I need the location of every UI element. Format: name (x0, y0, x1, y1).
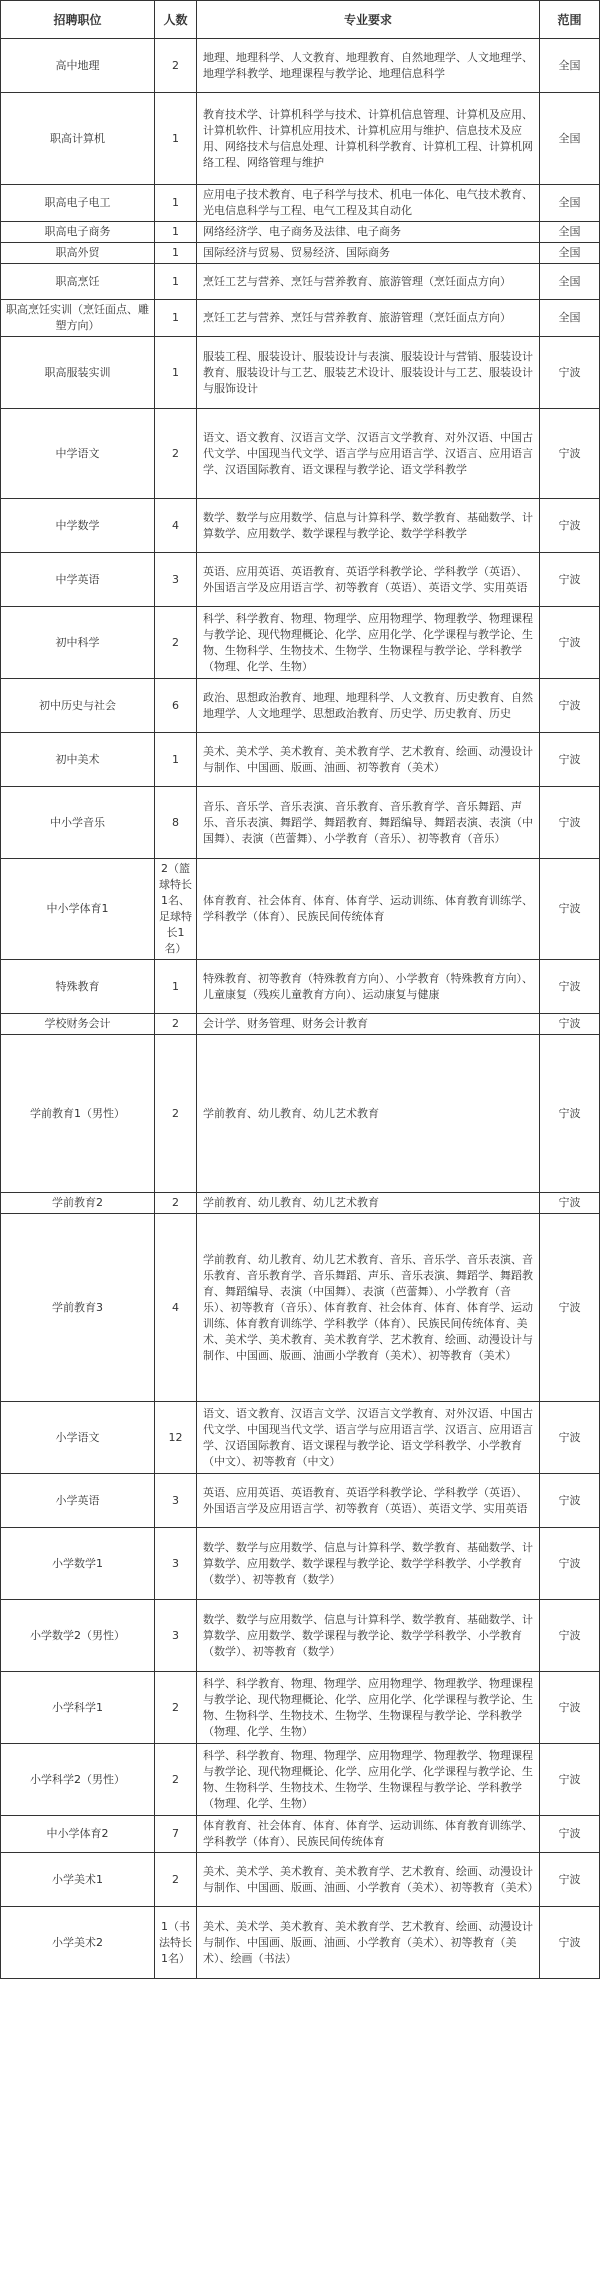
table-row (1, 1816, 600, 1853)
cell-requirement: 科学、科学教育、物理、物理学、应用物理学、物理教学、物理课程与教学论、现代物理概论、化学、应用化学、化学课程与教学论、生物、生物科学、生物技术、生物学、生物课程与教学论、学科教学（物理、化学、生物） (197, 1672, 540, 1744)
cell-count: 1 (155, 222, 197, 243)
cell-requirement: 政治、思想政治教育、地理、地理科学、人文教育、历史教育、自然地理学、人文地理学、思想政治教育、历史学、历史教育、历史 (197, 679, 540, 733)
cell-count: 1 (155, 185, 197, 222)
cell-scope: 宁波 (540, 409, 600, 499)
cell-position: 职高计算机 (1, 93, 155, 185)
table-row (1, 243, 600, 264)
cell-position: 初中科学 (1, 607, 155, 679)
cell-requirement: 美术、美术学、美术教育、美术教育学、艺术教育、绘画、动漫设计与制作、中国画、版画、油画、初等教育（美术） (197, 733, 540, 787)
cell-count: 1 (155, 337, 197, 409)
cell-position: 小学英语 (1, 1474, 155, 1528)
cell-scope: 宁波 (540, 1193, 600, 1214)
cell-position: 初中历史与社会 (1, 679, 155, 733)
table-row (1, 859, 600, 960)
cell-count: 2 (155, 39, 197, 93)
cell-requirement: 教育技术学、计算机科学与技术、计算机信息管理、计算机及应用、计算机软件、计算机应用技术、计算机应用与维护、信息技术及应用、网络技术与信息处理、计算机科学教育、计算机工程、计算机网络工程、网络管理与维护 (197, 93, 540, 185)
cell-count: 1（书法特长1名） (155, 1907, 197, 1979)
cell-requirement: 数学、数学与应用数学、信息与计算科学、数学教育、基础数学、计算数学、应用数学、数学课程与教学论、数学学科教学、小学教育（数学）、初等教育（数学） (197, 1600, 540, 1672)
cell-scope: 宁波 (540, 1744, 600, 1816)
cell-requirement: 体育教育、社会体育、体育、体育学、运动训练、体育教育训练学、学科教学（体育）、民族民间传统体育 (197, 859, 540, 960)
cell-position: 中学英语 (1, 553, 155, 607)
cell-scope: 宁波 (540, 1907, 600, 1979)
cell-scope: 宁波 (540, 733, 600, 787)
cell-count: 3 (155, 1600, 197, 1672)
cell-count: 7 (155, 1816, 197, 1853)
header-scope: 范围 (540, 1, 600, 39)
table-row (1, 1853, 600, 1907)
cell-count: 2 (155, 1035, 197, 1193)
table-row (1, 185, 600, 222)
cell-position: 小学语文 (1, 1402, 155, 1474)
header-count: 人数 (155, 1, 197, 39)
cell-count: 3 (155, 1474, 197, 1528)
table-row (1, 222, 600, 243)
table-body (1, 39, 600, 1979)
cell-position: 小学科学1 (1, 1672, 155, 1744)
cell-count: 1 (155, 960, 197, 1014)
cell-position: 小学美术1 (1, 1853, 155, 1907)
table-header-row (1, 1, 600, 39)
cell-requirement: 数学、数学与应用数学、信息与计算科学、数学教育、基础数学、计算数学、应用数学、数学课程与教学论、数学学科教学、小学教育（数学）、初等教育（数学） (197, 1528, 540, 1600)
cell-count: 1 (155, 93, 197, 185)
cell-scope: 全国 (540, 264, 600, 300)
cell-position: 特殊教育 (1, 960, 155, 1014)
cell-requirement: 学前教育、幼儿教育、幼儿艺术教育 (197, 1035, 540, 1193)
cell-requirement: 英语、应用英语、英语教育、英语学科教学论、学科教学（英语）、外国语言学及应用语言学、初等教育（英语）、英语文学、实用英语 (197, 553, 540, 607)
table-row (1, 409, 600, 499)
cell-scope: 宁波 (540, 1035, 600, 1193)
cell-position: 初中美术 (1, 733, 155, 787)
cell-scope: 宁波 (540, 1600, 600, 1672)
cell-position: 中学数学 (1, 499, 155, 553)
cell-scope: 宁波 (540, 787, 600, 859)
table-row (1, 1528, 600, 1600)
cell-requirement: 英语、应用英语、英语教育、英语学科教学论、学科教学（英语）、外国语言学及应用语言学、初等教育（英语）、英语文学、实用英语 (197, 1474, 540, 1528)
cell-requirement: 音乐、音乐学、音乐表演、音乐教育、音乐教育学、音乐舞蹈、声乐、音乐表演、舞蹈学、舞蹈教育、舞蹈编导、舞蹈表演、表演（中国舞）、表演（芭蕾舞）、小学教育（音乐）、初等教育（音乐） (197, 787, 540, 859)
cell-requirement: 国际经济与贸易、贸易经济、国际商务 (197, 243, 540, 264)
table-row (1, 1035, 600, 1193)
cell-scope: 全国 (540, 300, 600, 337)
cell-count: 2 (155, 1193, 197, 1214)
cell-position: 小学美术2 (1, 1907, 155, 1979)
table-row (1, 93, 600, 185)
table-row (1, 1402, 600, 1474)
table-row (1, 499, 600, 553)
table-row (1, 733, 600, 787)
header-position: 招聘职位 (1, 1, 155, 39)
cell-count: 2 (155, 1672, 197, 1744)
cell-count: 8 (155, 787, 197, 859)
cell-count: 2 (155, 1853, 197, 1907)
cell-position: 职高电子电工 (1, 185, 155, 222)
cell-requirement: 服装工程、服装设计、服装设计与表演、服装设计与营销、服装设计教育、服装设计与工艺、服装艺术设计、服装设计与工艺、服装设计与服饰设计 (197, 337, 540, 409)
cell-requirement: 美术、美术学、美术教育、美术教育学、艺术教育、绘画、动漫设计与制作、中国画、版画、油画、小学教育（美术）、初等教育（美术）、绘画（书法） (197, 1907, 540, 1979)
table-row (1, 300, 600, 337)
cell-requirement: 学前教育、幼儿教育、幼儿艺术教育、音乐、音乐学、音乐表演、音乐教育、音乐教育学、音乐舞蹈、声乐、音乐表演、舞蹈学、舞蹈教育、舞蹈编导、表演（中国舞）、表演（芭蕾舞）、小学教育（音乐）、初等教育（音乐）、体育教育、社会体育、体育、体育学、运动训练、体育教育训练学、学科教学（体育）、民族民间传统体育、美术、美术学、美术教育、美术教育学、艺术教育、绘画、动漫设计与制作、中国画、版画、油画小学教育（美术）、初等教育（美术） (197, 1214, 540, 1402)
cell-position: 高中地理 (1, 39, 155, 93)
cell-scope: 宁波 (540, 1474, 600, 1528)
cell-requirement: 美术、美术学、美术教育、美术教育学、艺术教育、绘画、动漫设计与制作、中国画、版画、油画、小学教育（美术）、初等教育（美术） (197, 1853, 540, 1907)
cell-scope: 宁波 (540, 1672, 600, 1744)
cell-scope: 宁波 (540, 1214, 600, 1402)
cell-count: 3 (155, 1528, 197, 1600)
cell-count: 2（篮球特长1名、足球特长1名） (155, 859, 197, 960)
header-requirement: 专业要求 (197, 1, 540, 39)
table-row (1, 337, 600, 409)
cell-scope: 宁波 (540, 1014, 600, 1035)
cell-scope: 全国 (540, 185, 600, 222)
cell-requirement: 特殊教育、初等教育（特殊教育方向）、小学教育（特殊教育方向）、儿童康复（残疾儿童教育方向）、运动康复与健康 (197, 960, 540, 1014)
cell-requirement: 科学、科学教育、物理、物理学、应用物理学、物理教学、物理课程与教学论、现代物理概论、化学、应用化学、化学课程与教学论、生物、生物科学、生物技术、生物学、生物课程与教学论、学科教学（物理、化学、生物） (197, 607, 540, 679)
cell-position: 小学数学2（男性） (1, 1600, 155, 1672)
table-row (1, 553, 600, 607)
cell-position: 学校财务会计 (1, 1014, 155, 1035)
cell-position: 中小学体育2 (1, 1816, 155, 1853)
cell-position: 学前教育1（男性） (1, 1035, 155, 1193)
table-row (1, 264, 600, 300)
cell-requirement: 会计学、财务管理、财务会计教育 (197, 1014, 540, 1035)
table-row (1, 1744, 600, 1816)
cell-scope: 宁波 (540, 679, 600, 733)
cell-scope: 全国 (540, 93, 600, 185)
cell-count: 2 (155, 607, 197, 679)
cell-count: 1 (155, 264, 197, 300)
table-row (1, 607, 600, 679)
cell-requirement: 学前教育、幼儿教育、幼儿艺术教育 (197, 1193, 540, 1214)
cell-scope: 宁波 (540, 607, 600, 679)
cell-position: 职高烹饪实训（烹饪面点、雕塑方向） (1, 300, 155, 337)
cell-scope: 全国 (540, 39, 600, 93)
cell-position: 中小学体育1 (1, 859, 155, 960)
cell-position: 学前教育3 (1, 1214, 155, 1402)
table-row (1, 679, 600, 733)
cell-position: 职高电子商务 (1, 222, 155, 243)
cell-requirement: 科学、科学教育、物理、物理学、应用物理学、物理教学、物理课程与教学论、现代物理概论、化学、应用化学、化学课程与教学论、生物、生物科学、生物技术、生物学、生物课程与教学论、学科教学（物理、化学、生物） (197, 1744, 540, 1816)
cell-requirement: 体育教育、社会体育、体育、体育学、运动训练、体育教育训练学、学科教学（体育）、民族民间传统体育 (197, 1816, 540, 1853)
table-row (1, 1672, 600, 1744)
cell-scope: 宁波 (540, 499, 600, 553)
cell-requirement: 语文、语文教育、汉语言文学、汉语言文学教育、对外汉语、中国古代文学、中国现当代文学、语言学与应用语言学、汉语言、应用语言学、汉语国际教育、语文课程与教学论、语文学科教学、小学教育（中文）、初等教育（中文） (197, 1402, 540, 1474)
table-row (1, 1014, 600, 1035)
table-row (1, 787, 600, 859)
cell-scope: 全国 (540, 243, 600, 264)
cell-requirement: 应用电子技术教育、电子科学与技术、机电一体化、电气技术教育、光电信息科学与工程、电气工程及其自动化 (197, 185, 540, 222)
table-row (1, 960, 600, 1014)
cell-scope: 宁波 (540, 960, 600, 1014)
cell-scope: 宁波 (540, 1402, 600, 1474)
cell-scope: 宁波 (540, 1853, 600, 1907)
cell-position: 中学语文 (1, 409, 155, 499)
table-row (1, 1214, 600, 1402)
table-row (1, 1474, 600, 1528)
cell-scope: 宁波 (540, 1528, 600, 1600)
cell-count: 2 (155, 1744, 197, 1816)
table-row (1, 1907, 600, 1979)
cell-requirement: 烹饪工艺与营养、烹饪与营养教育、旅游管理（烹饪面点方向） (197, 300, 540, 337)
cell-scope: 宁波 (540, 859, 600, 960)
cell-count: 1 (155, 300, 197, 337)
cell-position: 职高服装实训 (1, 337, 155, 409)
cell-count: 3 (155, 553, 197, 607)
cell-position: 中小学音乐 (1, 787, 155, 859)
cell-requirement: 语文、语文教育、汉语言文学、汉语言文学教育、对外汉语、中国古代文学、中国现当代文学、语言学与应用语言学、汉语言、应用语言学、汉语国际教育、语文课程与教学论、语文学科教学 (197, 409, 540, 499)
cell-requirement: 地理、地理科学、人文教育、地理教育、自然地理学、人文地理学、地理学科教学、地理课程与教学论、地理信息科学 (197, 39, 540, 93)
cell-count: 1 (155, 243, 197, 264)
cell-position: 小学数学1 (1, 1528, 155, 1600)
cell-count: 2 (155, 1014, 197, 1035)
cell-position: 学前教育2 (1, 1193, 155, 1214)
cell-scope: 宁波 (540, 1816, 600, 1853)
table-row (1, 39, 600, 93)
cell-position: 小学科学2（男性） (1, 1744, 155, 1816)
cell-position: 职高外贸 (1, 243, 155, 264)
cell-count: 6 (155, 679, 197, 733)
cell-position: 职高烹饪 (1, 264, 155, 300)
cell-count: 1 (155, 733, 197, 787)
cell-scope: 全国 (540, 222, 600, 243)
cell-requirement: 网络经济学、电子商务及法律、电子商务 (197, 222, 540, 243)
cell-count: 12 (155, 1402, 197, 1474)
cell-count: 2 (155, 409, 197, 499)
cell-count: 4 (155, 1214, 197, 1402)
cell-scope: 宁波 (540, 553, 600, 607)
table-row (1, 1600, 600, 1672)
cell-requirement: 烹饪工艺与营养、烹饪与营养教育、旅游管理（烹饪面点方向） (197, 264, 540, 300)
cell-scope: 宁波 (540, 337, 600, 409)
table-row (1, 1193, 600, 1214)
cell-count: 4 (155, 499, 197, 553)
cell-requirement: 数学、数学与应用数学、信息与计算科学、数学教育、基础数学、计算数学、应用数学、数学课程与教学论、数学学科教学 (197, 499, 540, 553)
